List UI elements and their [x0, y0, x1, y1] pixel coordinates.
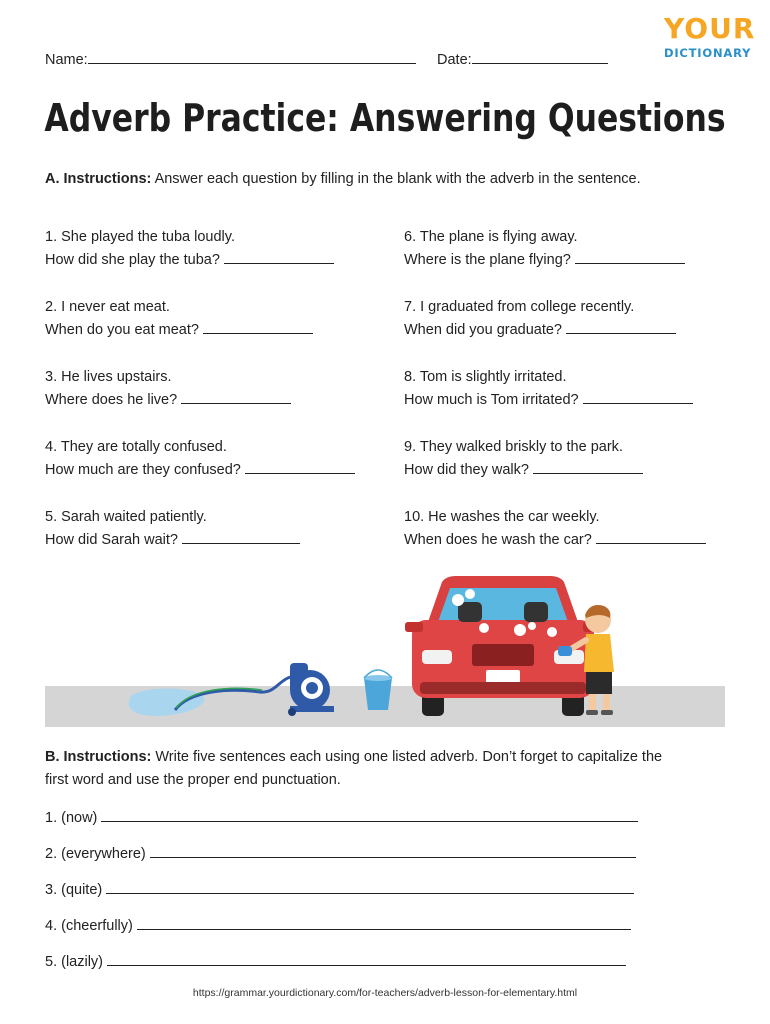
answer-blank[interactable] [533, 460, 643, 474]
question-8 [404, 366, 693, 412]
writing-line[interactable] [137, 916, 631, 930]
question-prompt: Where does he live? [45, 392, 178, 408]
question-4 [45, 436, 355, 482]
writing-item-label: 3. (quite) [45, 882, 103, 898]
question-sentence: 3. He lives upstairs. [45, 369, 172, 385]
writing-item-4 [45, 916, 631, 935]
question-prompt: Where is the plane flying? [404, 252, 571, 268]
date-field[interactable] [437, 50, 608, 69]
question-sentence: 2. I never eat meat. [45, 299, 170, 315]
question-prompt: How did Sarah wait? [45, 532, 178, 548]
question-9 [404, 436, 643, 482]
writing-item-label: 2. (everywhere) [45, 846, 146, 862]
section-b-label: B. Instructions: [45, 749, 152, 765]
question-prompt: When do you eat meat? [45, 322, 199, 338]
writing-item-label: 5. (lazily) [45, 954, 104, 970]
question-1 [45, 226, 334, 272]
writing-line[interactable] [150, 844, 636, 858]
section-b-instructions [45, 746, 662, 792]
yourdictionary-logo [664, 14, 756, 64]
writing-item-label: 1. (now) [45, 810, 98, 826]
footer-url[interactable]: https://grammar.yourdictionary.com/for-teachers/adverb-lesson-for-elementary.html [192, 987, 578, 999]
answer-blank[interactable] [566, 320, 676, 334]
answer-blank[interactable] [596, 530, 706, 544]
pressure-washer-icon [288, 663, 334, 716]
question-sentence: 10. He washes the car weekly. [404, 509, 600, 525]
logo-line-1: YOUR [664, 12, 756, 45]
writing-line[interactable] [106, 880, 634, 894]
question-prompt: How much is Tom irritated? [404, 392, 579, 408]
section-a-label: A. Instructions: [45, 171, 152, 187]
bucket-icon [364, 670, 392, 710]
writing-item-3 [45, 880, 634, 899]
writing-item-5 [45, 952, 626, 971]
name-field[interactable] [45, 50, 416, 69]
car-wash-illustration [120, 570, 640, 720]
writing-line[interactable] [107, 952, 626, 966]
page-title: Adverb Practice: Answering Questions [44, 96, 726, 140]
section-b-text-line-2: first word and use the proper end punctuation. [45, 772, 341, 788]
question-sentence: 1. She played the tuba loudly. [45, 229, 235, 245]
question-2 [45, 296, 313, 342]
question-6 [404, 226, 685, 272]
question-3 [45, 366, 291, 412]
section-a-text: Answer each question by filling in the blank with the adverb in the sentence. [151, 171, 641, 187]
question-7 [404, 296, 676, 342]
question-sentence: 6. The plane is flying away. [404, 229, 578, 245]
answer-blank[interactable] [224, 250, 334, 264]
date-blank[interactable] [472, 50, 608, 64]
section-a-instructions [45, 168, 641, 191]
logo-line-2: DICTIONARY [664, 46, 752, 60]
question-sentence: 4. They are totally confused. [45, 439, 227, 455]
date-label: Date: [437, 52, 472, 68]
writing-item-1 [45, 808, 638, 827]
section-b-text-line-1: Write five sentences each using one listed adverb. Don’t forget to capitalize the [151, 749, 663, 765]
question-sentence: 8. Tom is slightly irritated. [404, 369, 567, 385]
name-blank[interactable] [88, 50, 416, 64]
writing-item-label: 4. (cheerfully) [45, 918, 133, 934]
answer-blank[interactable] [245, 460, 355, 474]
name-label: Name: [45, 52, 88, 68]
question-prompt: When did you graduate? [404, 322, 562, 338]
question-5 [45, 506, 300, 552]
question-sentence: 9. They walked briskly to the park. [404, 439, 623, 455]
question-prompt: How much are they confused? [45, 462, 241, 478]
writing-line[interactable] [101, 808, 638, 822]
writing-item-2 [45, 844, 636, 863]
answer-blank[interactable] [181, 390, 291, 404]
answer-blank[interactable] [203, 320, 313, 334]
answer-blank[interactable] [182, 530, 300, 544]
question-10 [404, 506, 706, 552]
question-prompt: How did she play the tuba? [45, 252, 220, 268]
water-puddle [129, 688, 205, 716]
question-prompt: When does he wash the car? [404, 532, 592, 548]
question-prompt: How did they walk? [404, 462, 529, 478]
question-sentence: 5. Sarah waited patiently. [45, 509, 207, 525]
question-sentence: 7. I graduated from college recently. [404, 299, 635, 315]
answer-blank[interactable] [583, 390, 693, 404]
answer-blank[interactable] [575, 250, 685, 264]
